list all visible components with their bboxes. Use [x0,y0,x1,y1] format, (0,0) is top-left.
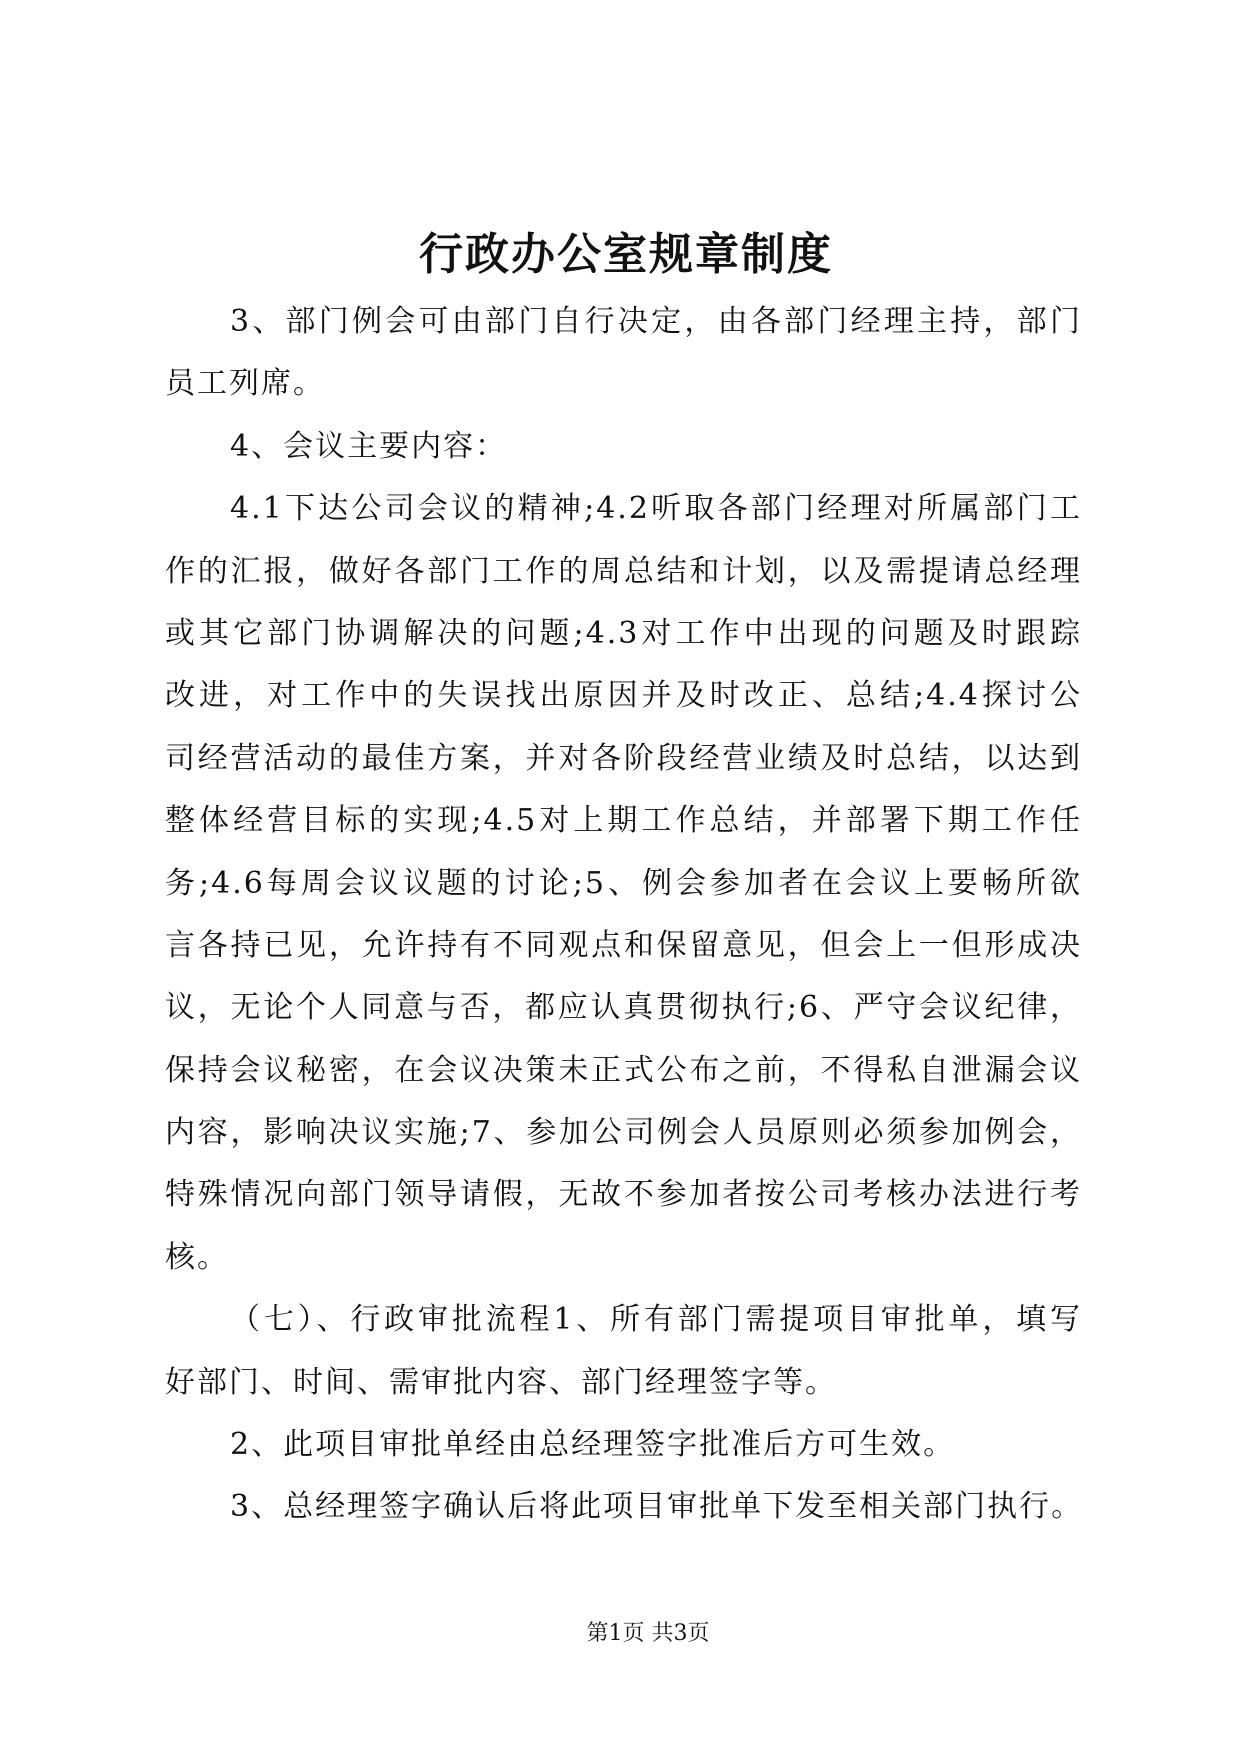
paragraph [165,1414,1082,1476]
text-line: 议，无论个人同意与否，都应认真贯彻执行;6、严守会议纪律， [165,990,1082,1026]
text-line: 核。 [165,1239,229,1275]
text-line: 司经营活动的最佳方案，并对各阶段经营业绩及时总结，以达到 [165,740,1082,776]
page-number-footer: 第1页 共3页 [586,1621,710,1646]
text-line: 4.1下达公司会议的精神;4.2听取各部门经理对所属部门工 [230,491,1082,527]
text-line: 2、此项目审批单经由总经理签字批准后方可生效。 [230,1427,956,1463]
paragraph [165,1289,1082,1414]
text-line: （七）、行政审批流程1、所有部门需提项目审批单，填写 [230,1302,1082,1338]
text-line: 保持会议秘密，在会议决策未正式公布之前，不得私自泄漏会议 [165,1052,1082,1088]
document-body [165,291,1082,1539]
document-title: 行政办公室规章制度 [419,229,833,280]
text-line: 改进，对工作中的失误找出原因并及时改正、总结;4.4探讨公 [165,678,1082,714]
paragraph [165,1476,1082,1538]
text-line: 务;4.6每周会议议题的讨论;5、例会参加者在会议上要畅所欲 [165,865,1082,901]
text-line: 或其它部门协调解决的问题;4.3对工作中出现的问题及时跟踪 [165,615,1082,651]
text-line: 整体经营目标的实现;4.5对上期工作总结，并部署下期工作任 [165,803,1082,839]
text-line: 特殊情况向部门领导请假，无故不参加者按公司考核办法进行考 [165,1177,1082,1213]
text-line: 内容，影响决议实施;7、参加公司例会人员原则必须参加例会， [165,1115,1082,1151]
paragraph [165,416,1082,478]
paragraph [165,478,1082,1289]
text-line: 员工列席。 [165,366,325,402]
text-line: 好部门、时间、需审批内容、部门经理签字等。 [165,1364,837,1400]
text-line: 4、会议主要内容： [230,428,508,464]
text-line: 言各持已见，允许持有不同观点和保留意见，但会上一但形成决 [165,927,1082,963]
paragraph [165,291,1082,416]
text-line: 作的汇报，做好各部门工作的周总结和计划，以及需提请总经理 [165,553,1082,589]
text-line: 3、部门例会可由部门自行决定，由各部门经理主持，部门 [230,304,1082,339]
text-line: 3、总经理签字确认后将此项目审批单下发至相关部门执行。 [230,1489,1084,1525]
